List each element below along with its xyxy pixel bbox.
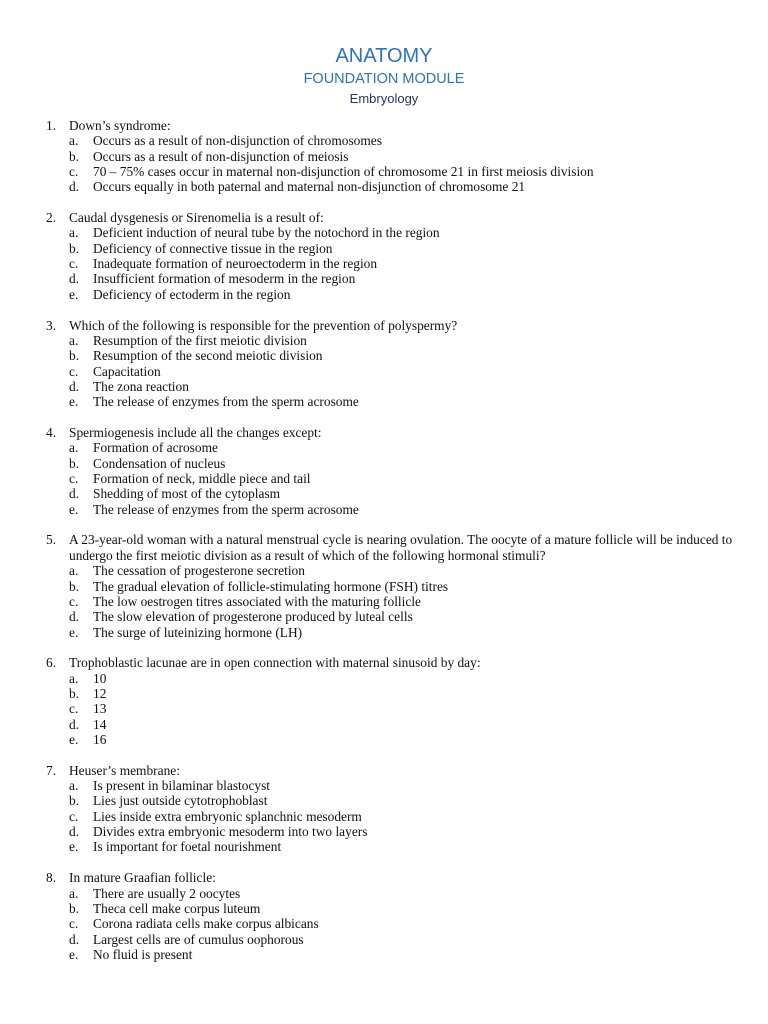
option-text: Insufficient formation of mesoderm in the region	[93, 271, 356, 287]
option-text: Theca cell make corpus luteum	[93, 900, 261, 916]
question-text: Down’s syndrome:	[69, 118, 171, 133]
answer-option	[69, 164, 736, 179]
option-text: Capacitation	[93, 363, 161, 379]
question-text: Caudal dysgenesis or Sirenomelia is a result of:	[69, 210, 324, 226]
question-number: 2.	[46, 210, 57, 226]
answer-option	[69, 594, 736, 609]
option-text: Resumption of the second meiotic division	[93, 348, 323, 364]
option-text: Deficiency of ectoderm in the region	[93, 286, 291, 302]
option-letter: c.	[69, 701, 79, 717]
option-text: The surge of luteinizing hormone (LH)	[93, 624, 303, 640]
option-letter: c.	[69, 256, 79, 272]
answer-option	[69, 671, 736, 686]
option-text: Deficient induction of neural tube by the notochord in the region	[93, 225, 440, 241]
answer-option	[69, 916, 736, 931]
question-text: A 23-year-old woman with a natural menstrual cycle is nearing ovulation. The oocyte of a mature follicle will be induced to undergo the first meiotic division as a result of which of the following hormonal stimuli?	[69, 532, 733, 563]
option-letter: e.	[69, 501, 79, 517]
option-letter: a.	[69, 778, 79, 794]
question-item	[46, 870, 736, 962]
option-letter: a.	[69, 885, 79, 901]
option-text: Divides extra embryonic mesoderm into two layers	[93, 824, 368, 840]
question-item	[46, 425, 736, 517]
answer-option	[69, 824, 736, 839]
question-number: 1.	[46, 118, 57, 133]
option-letter: d.	[69, 378, 80, 394]
option-text: Occurs equally in both paternal and maternal non-disjunction of chromosome 21	[93, 179, 526, 195]
answer-option	[69, 241, 736, 256]
question-list	[46, 118, 736, 978]
answer-option	[69, 686, 736, 701]
option-letter: c.	[69, 808, 79, 824]
option-letter: a.	[69, 225, 79, 241]
option-letter: d.	[69, 486, 80, 502]
option-text: Condensation of nucleus	[93, 455, 226, 471]
option-letter: c.	[69, 471, 79, 487]
option-text: Formation of acrosome	[93, 440, 218, 456]
answer-option	[69, 502, 736, 517]
answer-option	[69, 701, 736, 716]
option-text: Formation of neck, middle piece and tail	[93, 471, 311, 487]
option-text: Is important for foetal nourishment	[93, 839, 282, 855]
question-item	[46, 210, 736, 302]
answer-option	[69, 793, 736, 808]
answer-option	[69, 625, 736, 640]
answer-option	[69, 809, 736, 824]
option-text: The cessation of progesterone secretion	[93, 563, 305, 579]
option-text: Corona radiata cells make corpus albicans	[93, 916, 319, 932]
document-title: ANATOMY	[335, 45, 433, 67]
option-letter: c.	[69, 593, 79, 609]
answer-option	[69, 348, 736, 363]
option-text: The slow elevation of progesterone produced by luteal cells	[93, 609, 413, 625]
option-text: 14	[93, 716, 107, 732]
answer-option	[69, 133, 736, 148]
answer-option	[69, 364, 736, 379]
option-text: Resumption of the first meiotic division	[93, 332, 307, 348]
answer-option	[69, 394, 736, 409]
question-number: 7.	[46, 762, 57, 778]
option-text: Is present in bilaminar blastocyst	[93, 778, 271, 794]
option-letter: a.	[69, 563, 79, 579]
option-letter: a.	[69, 133, 79, 149]
option-letter: e.	[69, 624, 79, 640]
answer-option	[69, 563, 736, 578]
question-number: 4.	[46, 425, 57, 441]
option-text: 13	[93, 701, 107, 717]
option-letter: d.	[69, 716, 80, 732]
question-text: Heuser’s membrane:	[69, 762, 180, 778]
option-letter: b.	[69, 578, 80, 594]
option-letter: e.	[69, 731, 79, 747]
option-letter: b.	[69, 148, 80, 164]
answer-option	[69, 609, 736, 624]
answer-option	[69, 839, 736, 854]
answer-option	[69, 333, 736, 348]
answer-option	[69, 932, 736, 947]
answer-option	[69, 886, 736, 901]
answer-option	[69, 287, 736, 302]
answer-option	[69, 732, 736, 747]
option-letter: a.	[69, 670, 79, 686]
answer-option	[69, 486, 736, 501]
question-text: Trophoblastic lacunae are in open connection with maternal sinusoid by day:	[69, 655, 481, 671]
question-item	[46, 532, 736, 639]
option-letter: e.	[69, 946, 79, 962]
option-letter: d.	[69, 609, 80, 625]
option-text: The low oestrogen titres associated with the maturing follicle	[93, 593, 421, 609]
question-number: 6.	[46, 655, 57, 671]
answer-option	[69, 579, 736, 594]
question-number: 5.	[46, 532, 57, 548]
answer-option	[69, 456, 736, 471]
option-text: Lies inside extra embryonic splanchnic mesoderm	[93, 808, 362, 824]
option-text: 10	[93, 670, 107, 686]
option-text: Largest cells are of cumulus oophorous	[93, 931, 304, 947]
option-letter: e.	[69, 286, 79, 302]
option-letter: c.	[69, 164, 79, 180]
option-text: No fluid is present	[93, 946, 193, 962]
option-letter: b.	[69, 240, 80, 256]
question-item	[46, 318, 736, 410]
option-text: 16	[93, 731, 107, 747]
answer-option	[69, 717, 736, 732]
answer-option	[69, 225, 736, 240]
question-item	[46, 763, 736, 855]
answer-option	[69, 901, 736, 916]
option-text: Occurs as a result of non-disjunction of chromosomes	[93, 133, 382, 149]
option-letter: b.	[69, 685, 80, 701]
answer-option	[69, 149, 736, 164]
option-text: Lies just outside cytotrophoblast	[93, 793, 268, 809]
question-item	[46, 655, 736, 747]
option-text: The gradual elevation of follicle-stimulating hormone (FSH) titres	[93, 578, 449, 594]
document-subtitle: FOUNDATION MODULE	[303, 71, 465, 87]
option-text: The release of enzymes from the sperm acrosome	[93, 501, 359, 517]
option-text: Shedding of most of the cytoplasm	[93, 486, 281, 502]
option-text: The zona reaction	[93, 378, 189, 394]
option-letter: b.	[69, 900, 80, 916]
option-letter: d.	[69, 271, 80, 287]
option-letter: e.	[69, 839, 79, 855]
option-letter: b.	[69, 348, 80, 364]
answer-option	[69, 179, 736, 194]
answer-option	[69, 778, 736, 793]
option-text: Occurs as a result of non-disjunction of meiosis	[93, 148, 349, 164]
option-letter: d.	[69, 931, 80, 947]
answer-option	[69, 256, 736, 271]
option-letter: c.	[69, 363, 79, 379]
option-text: Inadequate formation of neuroectoderm in the region	[93, 256, 378, 272]
option-letter: b.	[69, 793, 80, 809]
option-letter: a.	[69, 332, 79, 348]
option-letter: d.	[69, 824, 80, 840]
option-letter: d.	[69, 179, 80, 195]
option-letter: c.	[69, 916, 79, 932]
question-number: 8.	[46, 870, 57, 886]
option-text: The release of enzymes from the sperm acrosome	[93, 394, 359, 410]
option-letter: b.	[69, 455, 80, 471]
option-text: 12	[93, 685, 107, 701]
answer-option	[69, 440, 736, 455]
option-text: 70 – 75% cases occur in maternal non-disjunction of chromosome 21 in first meiosis division	[93, 164, 594, 180]
option-letter: e.	[69, 394, 79, 410]
option-text: There are usually 2 oocytes	[93, 885, 241, 901]
question-number: 3.	[46, 317, 57, 333]
section-title: Embryology	[349, 91, 419, 106]
answer-option	[69, 271, 736, 286]
option-text: Deficiency of connective tissue in the region	[93, 240, 333, 256]
answer-option	[69, 379, 736, 394]
question-text: In mature Graafian follicle:	[69, 870, 216, 886]
answer-option	[69, 471, 736, 486]
answer-option	[69, 947, 736, 962]
document-header	[0, 44, 768, 109]
option-letter: a.	[69, 440, 79, 456]
question-item	[46, 118, 736, 195]
question-text: Spermiogenesis include all the changes except:	[69, 425, 322, 441]
question-text: Which of the following is responsible for the prevention of polyspermy?	[69, 317, 458, 333]
